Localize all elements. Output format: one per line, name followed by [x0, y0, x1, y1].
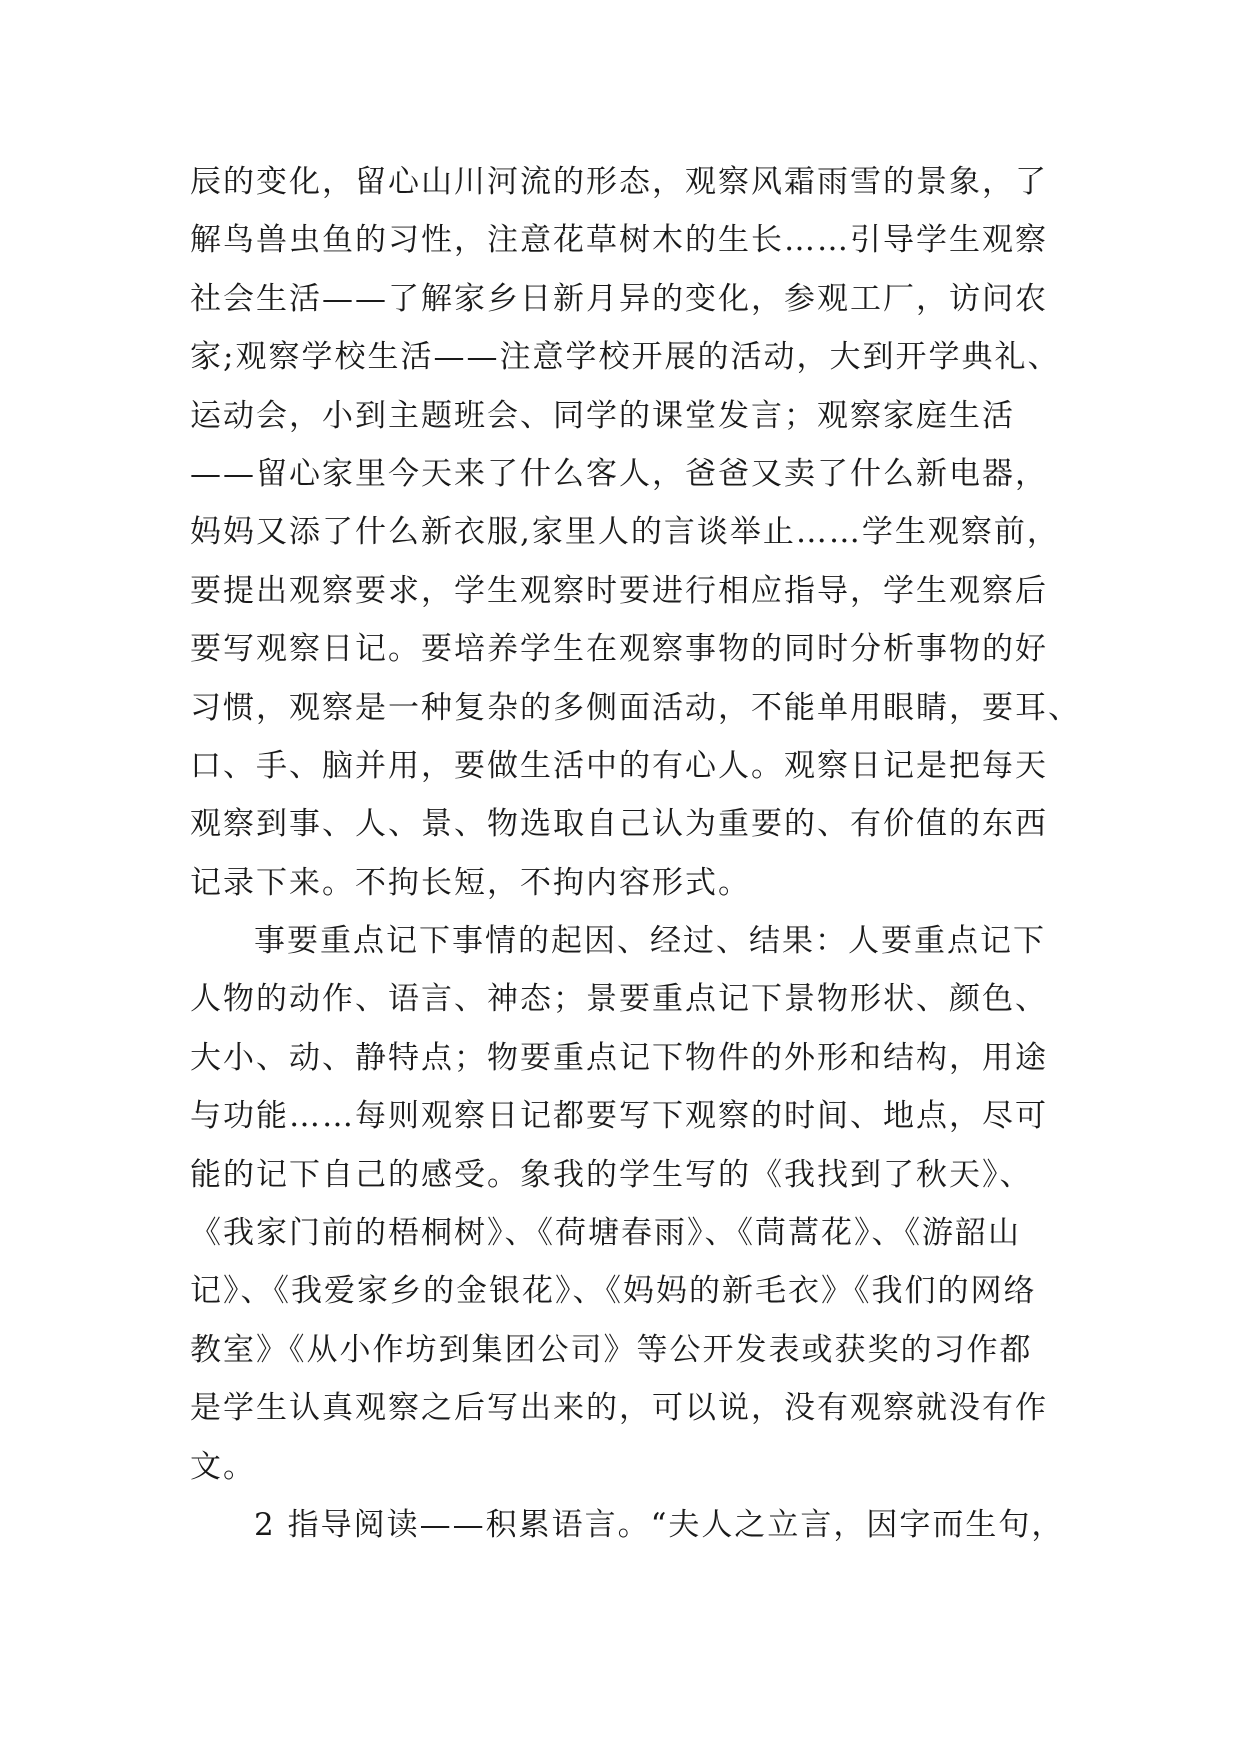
text-line: 大小、动、静特点；物要重点记下物件的外形和结构，用途 — [190, 1039, 1048, 1076]
text-line: 2 指导阅读——积累语言。“夫人之立言，因字而生句， — [254, 1506, 1065, 1543]
text-line: 事要重点记下事情的起因、经过、结果：人要重点记下 — [254, 923, 1046, 960]
text-line: 运动会，小到主题班会、同学的课堂发言；观察家庭生活 — [190, 397, 1015, 434]
text-line: 口、手、脑并用，要做生活中的有心人。观察日记是把每天 — [190, 747, 1048, 784]
text-line: 社会生活——了解家乡日新月异的变化，参观工厂，访问农 — [190, 280, 1048, 317]
text-line: 教室》《从小作坊到集团公司》等公开发表或获奖的习作都 — [190, 1331, 1033, 1368]
text-line: 观察到事、人、景、物选取自己认为重要的、有价值的东西 — [190, 806, 1048, 843]
text-line: 能的记下自己的感受。象我的学生写的《我找到了秋天》、 — [190, 1156, 1033, 1193]
text-line: 《我家门前的梧桐树》、《荷塘春雨》、《茼蒿花》、《游韶山 — [190, 1215, 1021, 1252]
text-line: 是学生认真观察之后写出来的，可以说，没有观察就没有作 — [190, 1390, 1048, 1427]
text-line: 家;观察学校生活——注意学校开展的活动，大到开学典礼、 — [190, 339, 1061, 376]
text-line: 要写观察日记。要培养学生在观察事物的同时分析事物的好 — [190, 631, 1048, 668]
text-line: 与功能……每则观察日记都要写下观察的时间、地点，尽可 — [190, 1098, 1048, 1135]
text-line: 记》、《我爱家乡的金银花》、《妈妈的新毛衣》《我们的网络 — [190, 1273, 1037, 1310]
text-line: 人物的动作、语言、神态；景要重点记下景物形状、颜色、 — [190, 981, 1048, 1018]
text-line: 解鸟兽虫鱼的习性，注意花草树木的生长……引导学生观察 — [190, 222, 1048, 259]
body-text — [190, 153, 1081, 1554]
text-line: 习惯，观察是一种复杂的多侧面活动，不能单用眼睛，要耳、 — [190, 689, 1081, 726]
text-line: 文。 — [190, 1448, 256, 1485]
text-line: 妈妈又添了什么新衣服,家里人的言谈举止……学生观察前， — [190, 514, 1060, 551]
text-line: 记录下来。不拘长短，不拘内容形式。 — [190, 864, 751, 901]
text-line: 要提出观察要求，学生观察时要进行相应指导，学生观察后 — [190, 572, 1048, 609]
text-line: ——留心家里今天来了什么客人，爸爸又卖了什么新电器， — [190, 455, 1048, 492]
text-line: 辰的变化，留心山川河流的形态，观察风霜雨雪的景象，了 — [190, 164, 1048, 200]
